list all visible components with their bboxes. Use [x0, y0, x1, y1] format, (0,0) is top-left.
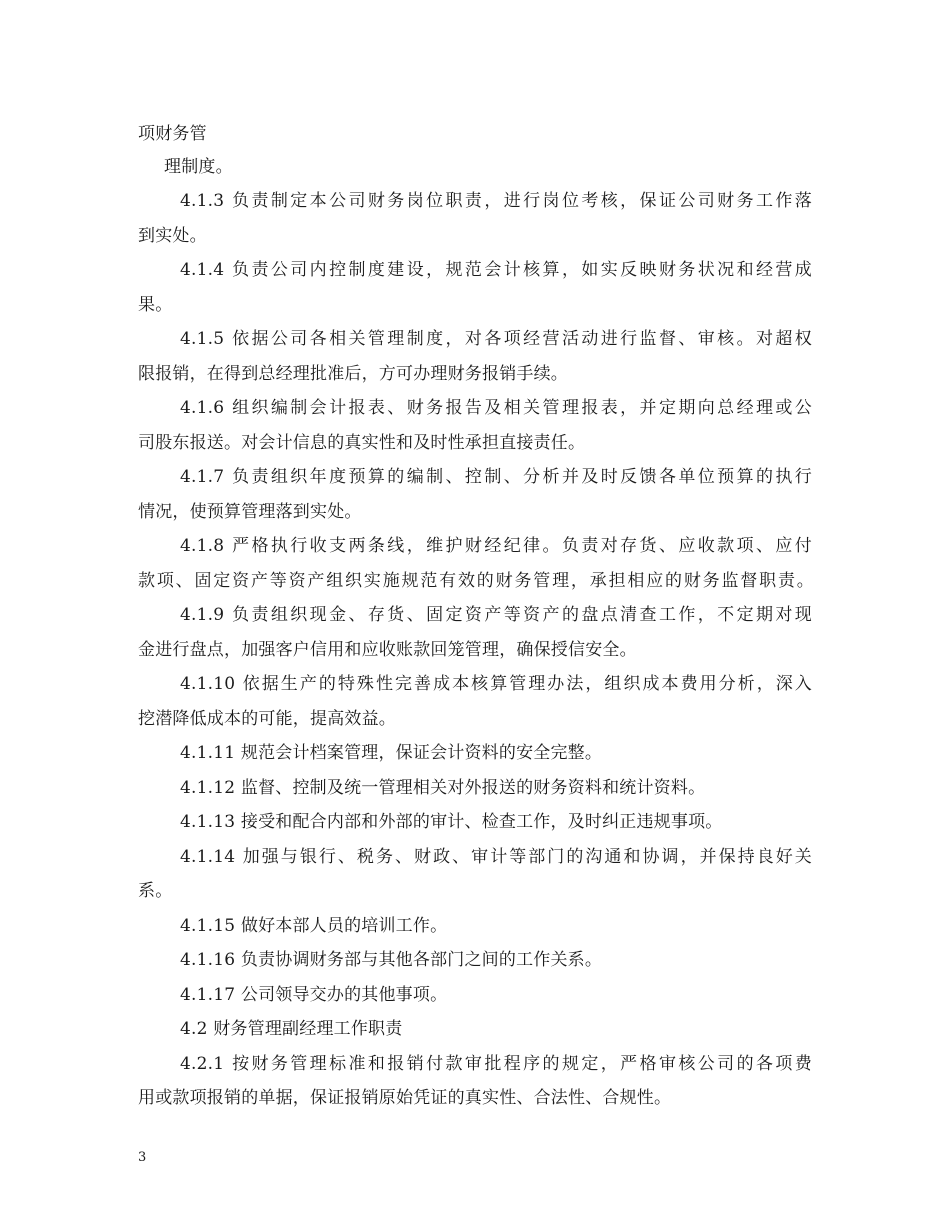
text-line: 4.1.12 监督、控制及统一管理相关对外报送的财务资料和统计资料。 — [180, 778, 706, 798]
text-line: 司股东报送。对会计信息的真实性和及时性承担直接责任。 — [138, 433, 586, 453]
text-line: 4.1.5 依据公司各相关管理制度，对各项经营活动进行监督、审核。对超权 — [180, 329, 812, 349]
text-line: 4.2 财务管理副经理工作职责 — [180, 1019, 403, 1039]
text-line: 项财务管 — [138, 124, 207, 144]
text-line: 理制度。 — [164, 157, 233, 177]
text-line: 果。 — [138, 295, 173, 315]
text-line: 4.1.8 严格执行收支两条线，维护财经纪律。负责对存货、应收款项、应付 — [180, 536, 812, 556]
text-line: 4.1.16 负责协调财务部与其他各部门之间的工作关系。 — [180, 950, 603, 970]
page-number: 3 — [138, 1150, 147, 1165]
text-line: 系。 — [138, 881, 173, 901]
text-line: 4.1.9 负责组织现金、存货、固定资产等资产的盘点清查工作，不定期对现 — [180, 605, 812, 625]
text-line: 4.1.7 负责组织年度预算的编制、控制、分析并及时反馈各单位预算的执行 — [180, 467, 812, 487]
text-line: 挖潜降低成本的可能，提高效益。 — [138, 709, 396, 729]
text-line: 款项、固定资产等资产组织实施规范有效的财务管理，承担相应的财务监督职责。 — [138, 571, 814, 591]
text-line: 4.1.17 公司领导交办的其他事项。 — [180, 985, 448, 1005]
text-line: 4.1.4 负责公司内控制度建设，规范会计核算，如实反映财务状况和经营成 — [180, 260, 812, 280]
text-line: 4.1.6 组织编制会计报表、财务报告及相关管理报表，并定期向总经理或公 — [180, 398, 812, 418]
text-line: 情况，使预算管理落到实处。 — [138, 502, 362, 522]
text-line: 4.1.3 负责制定本公司财务岗位职责，进行岗位考核，保证公司财务工作落 — [180, 191, 812, 211]
text-line: 4.1.10 依据生产的特殊性完善成本核算管理办法，组织成本费用分析，深入 — [180, 674, 812, 694]
text-line: 4.2.1 按财务管理标准和报销付款审批程序的规定，严格审核公司的各项费 — [180, 1054, 812, 1074]
text-line: 限报销，在得到总经理批准后，方可办理财务报销手续。 — [138, 364, 568, 384]
text-line: 4.1.15 做好本部人员的培训工作。 — [180, 916, 448, 936]
text-line: 4.1.11 规范会计档案管理，保证会计资料的安全完整。 — [180, 743, 603, 763]
text-line: 4.1.14 加强与银行、税务、财政、审计等部门的沟通和协调，并保持良好关 — [180, 847, 812, 867]
text-line: 到实处。 — [138, 226, 207, 246]
text-line: 4.1.13 接受和配合内部和外部的审计、检查工作，及时纠正违规事项。 — [180, 812, 723, 832]
text-line: 用或款项报销的单据，保证报销原始凭证的真实性、合法性、合规性。 — [138, 1088, 672, 1108]
text-line: 金进行盘点，加强客户信用和应收账款回笼管理，确保授信安全。 — [138, 640, 637, 660]
